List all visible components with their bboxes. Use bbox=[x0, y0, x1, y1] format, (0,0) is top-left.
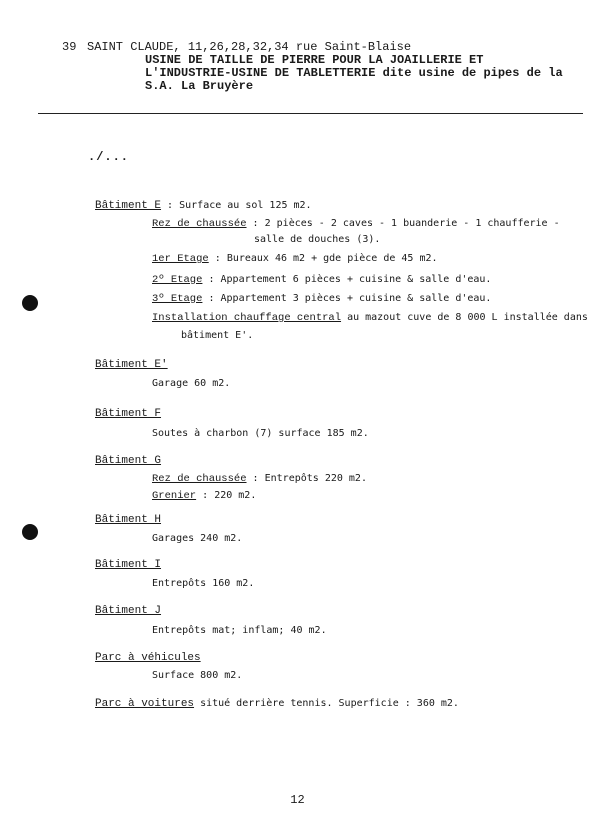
separator: : bbox=[208, 274, 215, 285]
section-batiment-j: Bâtiment J bbox=[95, 605, 162, 617]
section-title: Bâtiment E bbox=[95, 200, 162, 212]
item-label: 2º Etage bbox=[152, 274, 203, 286]
separator: : bbox=[167, 200, 174, 211]
section-batiment-h: Bâtiment H bbox=[95, 514, 162, 526]
parc-vehicules-text: Surface 800 m2. bbox=[152, 670, 243, 681]
item-text: au mazout cuve de 8 000 L installée dans bbox=[347, 312, 588, 323]
batiment-e-etage-3 bbox=[152, 293, 491, 305]
header-divider bbox=[38, 113, 583, 114]
section-parc-vehicules: Parc à véhicules bbox=[95, 652, 201, 664]
batiment-h-text: Garages 240 m2. bbox=[152, 533, 243, 544]
item-label: Rez de chaussée bbox=[152, 473, 247, 485]
section-batiment-e-prime: Bâtiment E' bbox=[95, 359, 168, 371]
item-text: 220 m2. bbox=[214, 490, 257, 501]
header-title-line-3: S.A. La Bruyère bbox=[145, 79, 254, 93]
header-title-line-1: USINE DE TAILLE DE PIERRE POUR LA JOAILLERIE ET bbox=[145, 53, 484, 67]
section-batiment-f: Bâtiment F bbox=[95, 408, 162, 420]
item-label: 3º Etage bbox=[152, 293, 203, 305]
item-text: Bureaux 46 m2 + gde pièce de 45 m2. bbox=[226, 253, 438, 264]
item-label: Installation chauffage central bbox=[152, 312, 342, 324]
page-number: 12 bbox=[290, 793, 305, 807]
section-text: Surface au sol 125 m2. bbox=[179, 200, 312, 211]
batiment-g-grenier bbox=[152, 490, 256, 502]
section-batiment-g: Bâtiment G bbox=[95, 455, 162, 467]
batiment-e-etage-2 bbox=[152, 274, 491, 286]
batiment-e-installation bbox=[152, 312, 588, 324]
batiment-j-text: Entrepôts mat; inflam; 40 m2. bbox=[152, 625, 327, 636]
section-batiment-e bbox=[95, 200, 312, 212]
section-text: situé derrière tennis. Superficie : 360 m2. bbox=[200, 698, 459, 709]
binder-hole bbox=[22, 524, 38, 540]
batiment-e-rez-cont: salle de douches (3). bbox=[254, 234, 381, 245]
section-title: Parc à voitures bbox=[95, 698, 195, 710]
batiment-i-text: Entrepôts 160 m2. bbox=[152, 578, 255, 589]
item-label: 1er Etage bbox=[152, 253, 209, 265]
item-text: Appartement 3 pièces + cuisine & salle d'eau. bbox=[220, 293, 492, 304]
separator: : bbox=[202, 490, 209, 501]
separator: : bbox=[252, 473, 259, 484]
batiment-g-rez bbox=[152, 473, 367, 485]
binder-hole bbox=[22, 295, 38, 311]
header-title-line-2: L'INDUSTRIE-USINE DE TABLETTERIE dite usine de pipes de la bbox=[145, 66, 563, 80]
separator: : bbox=[214, 253, 221, 264]
item-text: 2 pièces - 2 caves - 1 buanderie - 1 chaufferie - bbox=[264, 218, 560, 229]
batiment-e-installation-cont: bâtiment E'. bbox=[181, 330, 254, 341]
item-label: Rez de chaussée bbox=[152, 218, 247, 230]
batiment-f-text: Soutes à charbon (7) surface 185 m2. bbox=[152, 428, 369, 439]
section-batiment-i: Bâtiment I bbox=[95, 559, 162, 571]
item-label: Grenier bbox=[152, 490, 197, 502]
separator: : bbox=[252, 218, 259, 229]
batiment-e-prime-text: Garage 60 m2. bbox=[152, 378, 231, 389]
continuation-mark: ./... bbox=[88, 150, 130, 164]
header-address: SAINT CLAUDE, 11,26,28,32,34 rue Saint-Blaise bbox=[87, 40, 412, 54]
item-text: Entrepôts 220 m2. bbox=[264, 473, 367, 484]
entry-number: 39 bbox=[62, 40, 77, 54]
item-text: Appartement 6 pièces + cuisine & salle d'eau. bbox=[220, 274, 492, 285]
batiment-e-rez bbox=[152, 218, 560, 230]
batiment-e-etage-1 bbox=[152, 253, 438, 265]
separator: : bbox=[208, 293, 215, 304]
section-parc-voitures bbox=[95, 698, 459, 710]
